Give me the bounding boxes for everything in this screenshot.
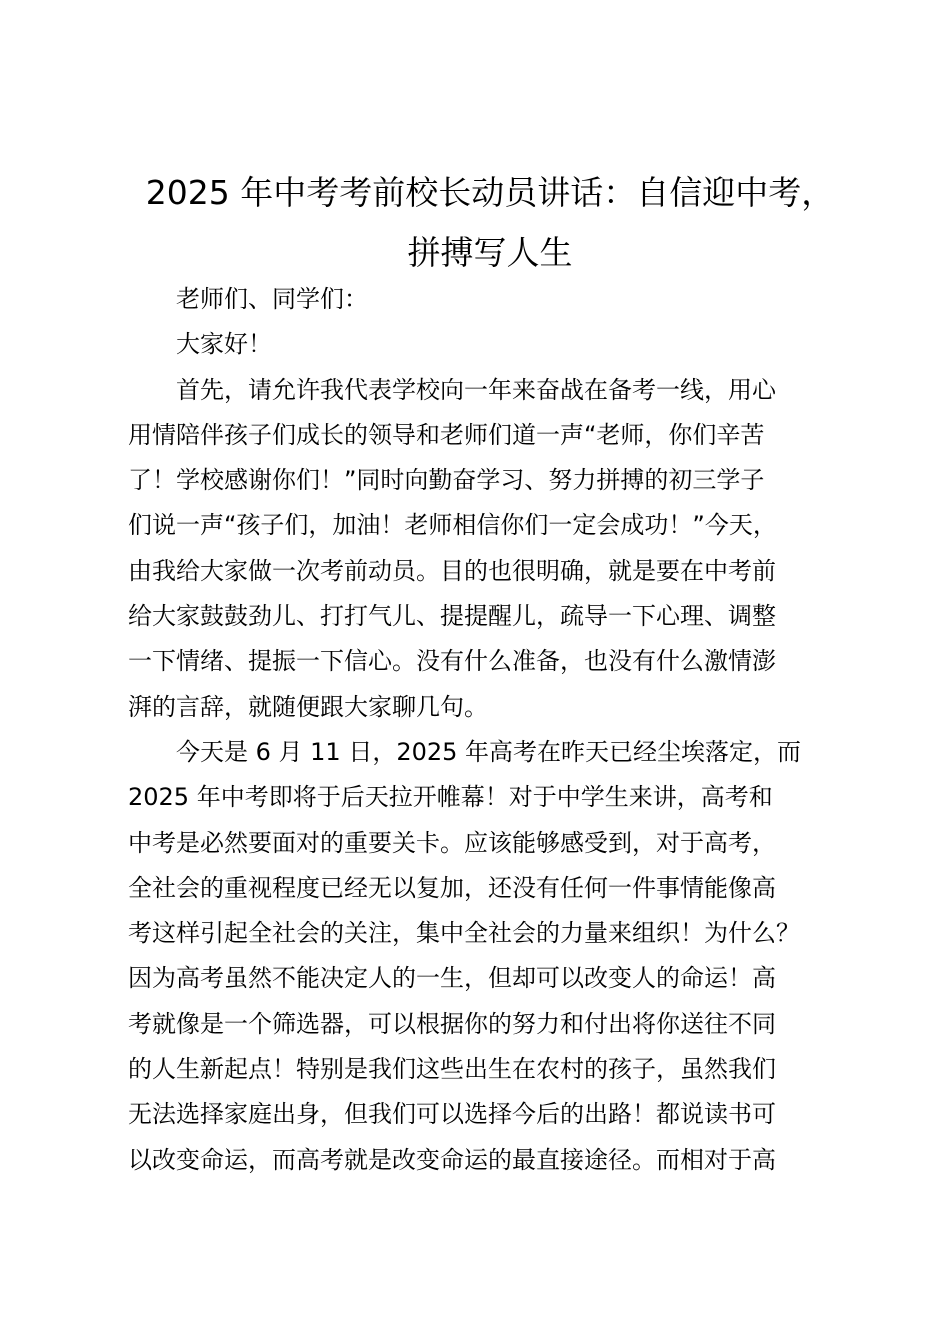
text-line: 因为高考虽然不能决定人的一生，但却可以改变人的命运！高 [128, 964, 776, 993]
text-line: 了！学校感谢你们！”同时向勤奋学习、努力拼搏的初三学子 [128, 466, 765, 495]
text-line: 由我给大家做一次考前动员。目的也很明确，就是要在中考前 [128, 556, 776, 585]
paragraph [128, 730, 863, 1183]
paragraph [128, 368, 863, 730]
text-line: 考这样引起全社会的关注，集中全社会的力量来组织！为什么？ [128, 919, 800, 948]
text-line: 给大家鼓鼓劲儿、打打气儿、提提醒儿，疏导一下心理、调整 [128, 602, 776, 631]
title-line: 拼搏写人生 [407, 233, 573, 272]
text-line: 无法选择家庭出身，但我们可以选择今后的出路！都说读书可 [128, 1100, 776, 1129]
text-line: 一下情绪、提振一下信心。没有什么准备，也没有什么激情澎 [128, 647, 776, 676]
document-title [110, 163, 870, 283]
text-line: 的人生新起点！特别是我们这些出生在农村的孩子，虽然我们 [128, 1055, 776, 1084]
text-line: 今天是 6 月 11 日，2025 年高考在昨天已经尘埃落定，而 [176, 737, 802, 766]
title-line: 2025 年中考考前校长动员讲话：自信迎中考， [145, 173, 835, 212]
text-line: 们说一声“孩子们，加油！老师相信你们一定会成功！”今天， [128, 511, 777, 540]
text-line: 大家好！ [176, 330, 272, 359]
salutation [128, 277, 863, 322]
text-line: 以改变命运，而高考就是改变命运的最直接途径。而相对于高 [128, 1145, 776, 1174]
greeting [128, 322, 863, 367]
text-line: 首先，请允许我代表学校向一年来奋战在备考一线，用心 [176, 375, 776, 404]
text-line: 中考是必然要面对的重要关卡。应该能够感受到，对于高考， [128, 828, 776, 857]
text-line: 老师们、同学们： [176, 285, 368, 313]
text-line: 2025 年中考即将于后天拉开帷幕！对于中学生来讲，高考和 [128, 783, 773, 812]
document-body [128, 277, 863, 1183]
text-line: 全社会的重视程度已经无以复加，还没有任何一件事情能像高 [128, 873, 776, 902]
text-line: 考就像是一个筛选器，可以根据你的努力和付出将你送往不同 [128, 1009, 776, 1038]
text-line: 用情陪伴孩子们成长的领导和老师们道一声“老师，你们辛苦 [128, 420, 765, 449]
text-line: 湃的言辞，就随便跟大家聊几句。 [128, 692, 488, 721]
